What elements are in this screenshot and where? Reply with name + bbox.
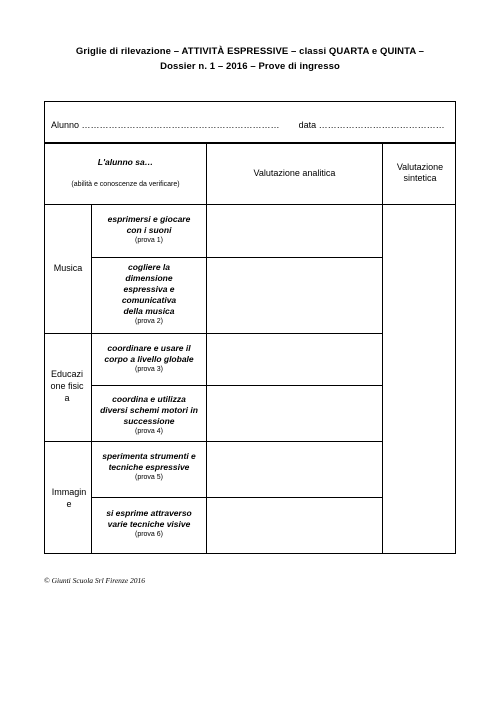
- data-field[interactable]: ……………………………………: [318, 120, 445, 130]
- skill-text-6: si esprime attraverso varie tecniche visive: [106, 508, 192, 529]
- subject-label-music: Musica: [53, 263, 83, 273]
- skill-text-1: esprimersi e giocare con i suoni: [107, 214, 191, 235]
- column-header-skills-note: (abilità e conoscenze da verificare): [71, 181, 180, 188]
- skill-cell-2: [92, 262, 206, 326]
- column-header-skills: L'alunno sa…: [97, 157, 154, 167]
- test-ref-4: (prova 4): [134, 428, 163, 435]
- skill-text-5: sperimenta strumenti e tecniche espressive: [102, 451, 196, 472]
- test-ref-2: (prova 2): [134, 318, 163, 325]
- subject-label-pe: Educazione fisica: [50, 369, 84, 403]
- skill-cell-4: [92, 394, 206, 436]
- skill-text-3: coordinare e usare il corpo a livello globale: [104, 343, 194, 364]
- skill-cell-3: [92, 343, 206, 374]
- student-info-box: [44, 101, 456, 143]
- column-header-analytic: Valutazione analitica: [253, 168, 336, 178]
- skill-text-4: coordina e utilizza diversi schemi motori in successione: [100, 394, 198, 426]
- skill-cell-5: [92, 451, 206, 482]
- test-ref-1: (prova 1): [134, 237, 163, 244]
- document-subtitle: Dossier n. 1 – 2016 – Prove di ingresso: [160, 61, 340, 72]
- alunno-field[interactable]: …………………………………………………………: [81, 120, 280, 130]
- student-info-row: [51, 120, 445, 130]
- data-label: data: [298, 120, 317, 130]
- document-title: Griglie di rilevazione – ATTIVITÀ ESPRESSIVE – classi QUARTA e QUINTA –: [75, 46, 425, 57]
- copyright-footer: © Giunti Scuola Srl Firenze 2016: [44, 576, 146, 585]
- skill-text-2: cogliere la dimensione espressiva e comunicativa della musica: [121, 262, 177, 316]
- skill-cell-6: [92, 508, 206, 539]
- column-header-synthetic: Valutazione sintetica: [396, 162, 444, 183]
- assessment-table: [44, 143, 456, 554]
- subject-label-image: Immagine: [51, 487, 87, 509]
- skill-cell-1: [92, 214, 206, 245]
- test-ref-5: (prova 5): [134, 474, 163, 481]
- test-ref-6: (prova 6): [134, 531, 163, 538]
- test-ref-3: (prova 3): [134, 366, 163, 373]
- alunno-label: Alunno: [51, 120, 80, 130]
